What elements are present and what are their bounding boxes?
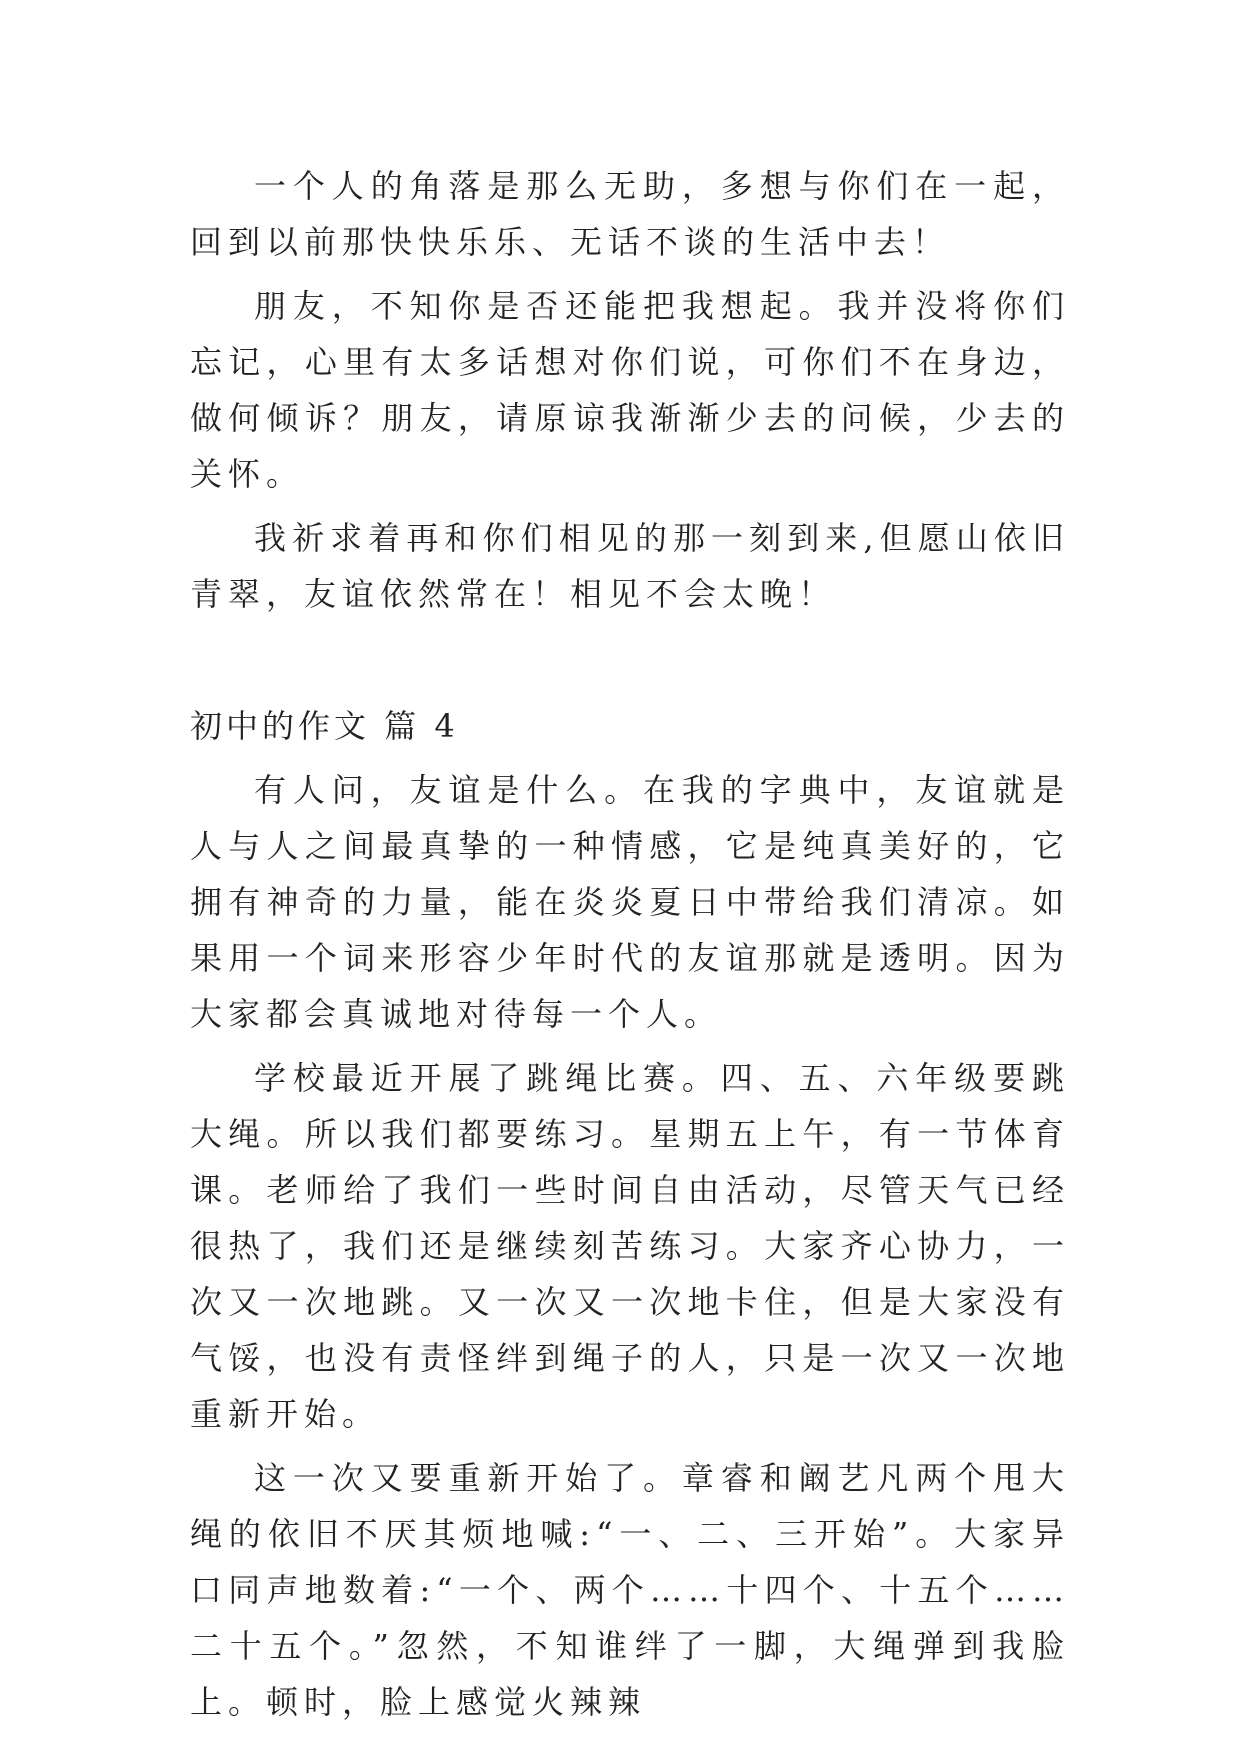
paragraph: 朋友，不知你是否还能把我想起。我并没将你们忘记，心里有太多话想对你们说，可你们不在身边，做何倾诉？朋友，请原谅我渐渐少去的问候，少去的关怀。	[190, 287, 1070, 493]
paragraph: 我祈求着再和你们相见的那一刻到来,但愿山依旧青翠，友谊依然常在！相见不会太晚！	[190, 519, 1070, 613]
paragraph: 这一次又要重新开始了。章睿和阚艺凡两个甩大绳的依旧不厌其烦地喊:“一、二、三开始”。大家异口同声地数着:“一个、两个……十四个、十五个……二十五个。”忽然，不知谁绊了一脚，大绳弹到我脸上。顿时，脸上感觉火辣辣	[190, 1459, 1070, 1721]
paragraph: 有人问，友谊是什么。在我的字典中，友谊就是人与人之间最真挚的一种情感，它是纯真美好的，它拥有神奇的力量，能在炎炎夏日中带给我们清凉。如果用一个词来形容少年时代的友谊那就是透明。因为大家都会真诚地对待每一个人。	[190, 771, 1070, 1033]
paragraph: 学校最近开展了跳绳比赛。四、五、六年级要跳大绳。所以我们都要练习。星期五上午，有一节体育课。老师给了我们一些时间自由活动，尽管天气已经很热了，我们还是继续刻苦练习。大家齐心协力，一次又一次地跳。又一次又一次地卡住，但是大家没有气馁，也没有责怪绊到绳子的人，只是一次又一次地重新开始。	[190, 1059, 1070, 1433]
paragraph: 一个人的角落是那么无助，多想与你们在一起，回到以前那快快乐乐、无话不谈的生活中去！	[190, 167, 1070, 261]
document-body	[190, 158, 1070, 1738]
section-heading: 初中的作文 篇 4	[190, 707, 459, 745]
